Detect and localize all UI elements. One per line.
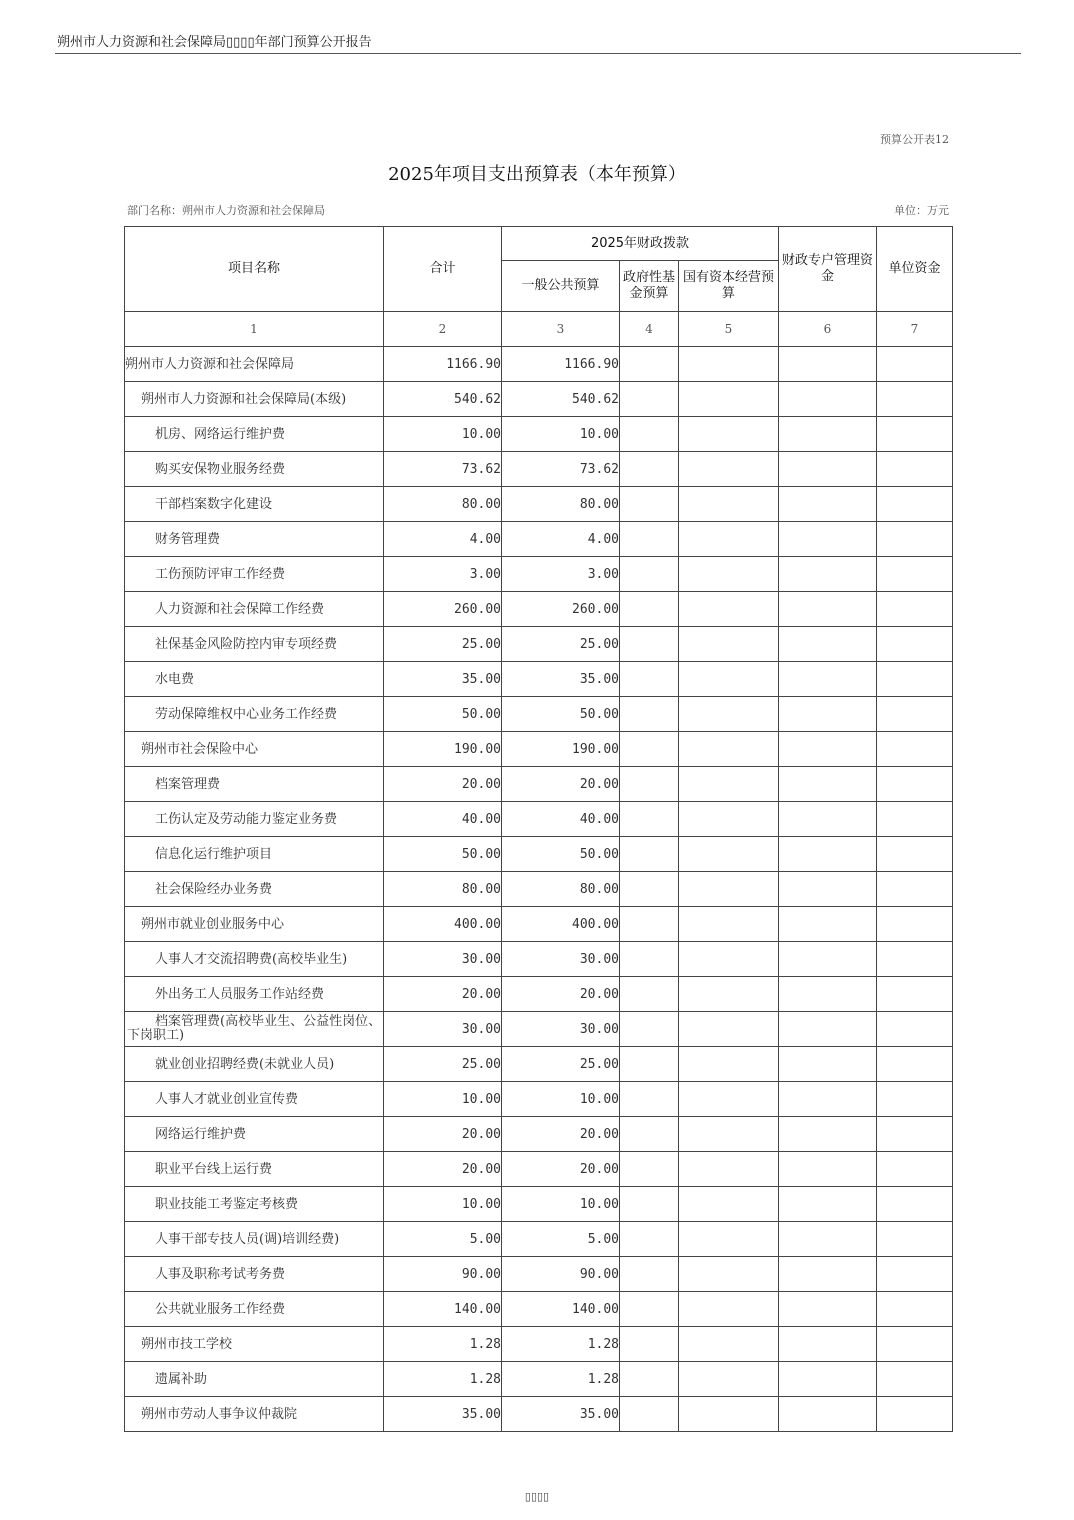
government-fund-cell (620, 452, 679, 487)
general-budget-cell: 20.00 (502, 1152, 620, 1187)
general-budget-cell: 80.00 (502, 872, 620, 907)
table-row (125, 487, 953, 522)
state-capital-cell (679, 942, 779, 977)
general-budget-cell: 20.00 (502, 977, 620, 1012)
project-name-cell: 遗属补助 (125, 1362, 384, 1397)
unit-funds-cell (877, 1397, 953, 1432)
government-fund-cell (620, 1047, 679, 1082)
state-capital-cell (679, 1257, 779, 1292)
header-total: 合计 (384, 227, 502, 312)
project-name-cell: 朔州市社会保险中心 (125, 732, 384, 767)
special-account-cell (779, 1047, 877, 1082)
general-budget-cell: 20.00 (502, 767, 620, 802)
total-cell: 1166.90 (384, 347, 502, 382)
unit-funds-cell (877, 452, 953, 487)
table-number: 预算公开表12 (880, 133, 949, 146)
total-cell: 80.00 (384, 872, 502, 907)
general-budget-cell: 4.00 (502, 522, 620, 557)
unit-funds-cell (877, 522, 953, 557)
special-account-cell (779, 802, 877, 837)
total-cell: 20.00 (384, 977, 502, 1012)
project-name-cell: 档案管理费(高校毕业生、公益性岗位、下岗职工) (125, 1012, 384, 1047)
unit-funds-cell (877, 907, 953, 942)
state-capital-cell (679, 1397, 779, 1432)
project-name-cell: 社会保险经办业务费 (125, 872, 384, 907)
general-budget-cell: 73.62 (502, 452, 620, 487)
state-capital-cell (679, 872, 779, 907)
general-budget-cell: 1166.90 (502, 347, 620, 382)
state-capital-cell (679, 1117, 779, 1152)
header-fiscal-allocation: 2025年财政拨款 (502, 227, 779, 261)
special-account-cell (779, 452, 877, 487)
special-account-cell (779, 487, 877, 522)
project-name-cell: 购买安保物业服务经费 (125, 452, 384, 487)
table-row (125, 1152, 953, 1187)
project-name-cell: 信息化运行维护项目 (125, 837, 384, 872)
general-budget-cell: 25.00 (502, 1047, 620, 1082)
special-account-cell (779, 417, 877, 452)
column-index-row (125, 312, 953, 347)
unit-funds-cell (877, 627, 953, 662)
unit-funds-cell (877, 872, 953, 907)
project-name-cell: 公共就业服务工作经费 (125, 1292, 384, 1327)
total-cell: 73.62 (384, 452, 502, 487)
unit-funds-cell (877, 942, 953, 977)
state-capital-cell (679, 1152, 779, 1187)
government-fund-cell (620, 802, 679, 837)
table-row (125, 1222, 953, 1257)
state-capital-cell (679, 1222, 779, 1257)
general-budget-cell: 400.00 (502, 907, 620, 942)
special-account-cell (779, 1012, 877, 1047)
government-fund-cell (620, 1327, 679, 1362)
total-cell: 30.00 (384, 942, 502, 977)
government-fund-cell (620, 1397, 679, 1432)
table-row (125, 557, 953, 592)
state-capital-cell (679, 767, 779, 802)
general-budget-cell: 30.00 (502, 1012, 620, 1047)
state-capital-cell (679, 662, 779, 697)
general-budget-cell: 10.00 (502, 417, 620, 452)
general-budget-cell: 10.00 (502, 1187, 620, 1222)
general-budget-cell: 80.00 (502, 487, 620, 522)
table-row (125, 977, 953, 1012)
state-capital-cell (679, 452, 779, 487)
department-name: 部门名称：朔州市人力资源和社会保障局 (127, 204, 325, 217)
project-name-cell: 人事及职称考试考务费 (125, 1257, 384, 1292)
total-cell: 10.00 (384, 417, 502, 452)
table-row (125, 592, 953, 627)
general-budget-cell: 540.62 (502, 382, 620, 417)
special-account-cell (779, 522, 877, 557)
state-capital-cell (679, 1187, 779, 1222)
table-row (125, 347, 953, 382)
special-account-cell (779, 767, 877, 802)
total-cell: 1.28 (384, 1362, 502, 1397)
special-account-cell (779, 732, 877, 767)
table-row (125, 1292, 953, 1327)
table-row (125, 1362, 953, 1397)
state-capital-cell (679, 1327, 779, 1362)
running-header: 朔州市人力资源和社会保障局▯▯▯▯年部门预算公开报告 (57, 35, 372, 50)
government-fund-cell (620, 1222, 679, 1257)
special-account-cell (779, 1117, 877, 1152)
header-unit-funds: 单位资金 (877, 227, 953, 312)
table-row (125, 942, 953, 977)
project-name-cell: 机房、网络运行维护费 (125, 417, 384, 452)
column-index: 6 (779, 312, 877, 347)
special-account-cell (779, 1187, 877, 1222)
table-row (125, 1047, 953, 1082)
government-fund-cell (620, 347, 679, 382)
government-fund-cell (620, 1292, 679, 1327)
table-row (125, 1012, 953, 1047)
special-account-cell (779, 942, 877, 977)
special-account-cell (779, 1292, 877, 1327)
page-title: 2025年项目支出预算表（本年预算） (388, 164, 686, 185)
total-cell: 50.00 (384, 697, 502, 732)
total-cell: 190.00 (384, 732, 502, 767)
general-budget-cell: 20.00 (502, 1117, 620, 1152)
government-fund-cell (620, 977, 679, 1012)
unit-funds-cell (877, 732, 953, 767)
table-row (125, 1117, 953, 1152)
project-name-cell: 朔州市就业创业服务中心 (125, 907, 384, 942)
unit-funds-cell (877, 1187, 953, 1222)
unit-funds-cell (877, 697, 953, 732)
government-fund-cell (620, 382, 679, 417)
table-row (125, 382, 953, 417)
government-fund-cell (620, 942, 679, 977)
government-fund-cell (620, 732, 679, 767)
total-cell: 3.00 (384, 557, 502, 592)
unit-funds-cell (877, 837, 953, 872)
general-budget-cell: 40.00 (502, 802, 620, 837)
general-budget-cell: 140.00 (502, 1292, 620, 1327)
government-fund-cell (620, 907, 679, 942)
special-account-cell (779, 382, 877, 417)
unit-funds-cell (877, 662, 953, 697)
general-budget-cell: 1.28 (502, 1362, 620, 1397)
special-account-cell (779, 872, 877, 907)
project-name-cell: 朔州市人力资源和社会保障局(本级) (125, 382, 384, 417)
special-account-cell (779, 347, 877, 382)
unit-funds-cell (877, 767, 953, 802)
special-account-cell (779, 1222, 877, 1257)
special-account-cell (779, 1397, 877, 1432)
unit-funds-cell (877, 382, 953, 417)
general-budget-cell: 1.28 (502, 1327, 620, 1362)
state-capital-cell (679, 347, 779, 382)
table-row (125, 872, 953, 907)
special-account-cell (779, 697, 877, 732)
general-budget-cell: 90.00 (502, 1257, 620, 1292)
page-footer: ▯▯▯▯ (524, 1490, 550, 1503)
total-cell: 260.00 (384, 592, 502, 627)
project-name-cell: 工伤认定及劳动能力鉴定业务费 (125, 802, 384, 837)
table-row (125, 1257, 953, 1292)
unit-funds-cell (877, 1292, 953, 1327)
table-row (125, 522, 953, 557)
total-cell: 90.00 (384, 1257, 502, 1292)
header-general-budget: 一般公共预算 (502, 261, 620, 312)
unit-funds-cell (877, 1012, 953, 1047)
state-capital-cell (679, 382, 779, 417)
table-row (125, 837, 953, 872)
column-index: 3 (502, 312, 620, 347)
special-account-cell (779, 907, 877, 942)
general-budget-cell: 10.00 (502, 1082, 620, 1117)
project-name-cell: 人力资源和社会保障工作经费 (125, 592, 384, 627)
general-budget-cell: 35.00 (502, 662, 620, 697)
unit-funds-cell (877, 802, 953, 837)
general-budget-cell: 3.00 (502, 557, 620, 592)
total-cell: 5.00 (384, 1222, 502, 1257)
unit-funds-cell (877, 1222, 953, 1257)
total-cell: 40.00 (384, 802, 502, 837)
total-cell: 540.62 (384, 382, 502, 417)
government-fund-cell (620, 697, 679, 732)
special-account-cell (779, 592, 877, 627)
table-row (125, 1327, 953, 1362)
total-cell: 35.00 (384, 662, 502, 697)
government-fund-cell (620, 592, 679, 627)
state-capital-cell (679, 557, 779, 592)
project-name-cell: 财务管理费 (125, 522, 384, 557)
government-fund-cell (620, 1082, 679, 1117)
total-cell: 30.00 (384, 1012, 502, 1047)
state-capital-cell (679, 592, 779, 627)
column-index: 4 (620, 312, 679, 347)
unit-funds-cell (877, 1152, 953, 1187)
state-capital-cell (679, 1362, 779, 1397)
header-government-fund: 政府性基金预算 (620, 261, 679, 312)
total-cell: 20.00 (384, 1152, 502, 1187)
unit-funds-cell (877, 592, 953, 627)
state-capital-cell (679, 802, 779, 837)
unit-funds-cell (877, 1047, 953, 1082)
project-name-cell: 朔州市人力资源和社会保障局 (125, 347, 384, 382)
general-budget-cell: 50.00 (502, 697, 620, 732)
project-name-cell: 档案管理费 (125, 767, 384, 802)
total-cell: 4.00 (384, 522, 502, 557)
project-name-cell: 人事人才交流招聘费(高校毕业生) (125, 942, 384, 977)
special-account-cell (779, 662, 877, 697)
special-account-cell (779, 1327, 877, 1362)
unit-funds-cell (877, 1117, 953, 1152)
unit-funds-cell (877, 1327, 953, 1362)
project-name-cell: 就业创业招聘经费(未就业人员) (125, 1047, 384, 1082)
header-rule (55, 53, 1021, 54)
special-account-cell (779, 1152, 877, 1187)
table-row (125, 697, 953, 732)
total-cell: 10.00 (384, 1187, 502, 1222)
state-capital-cell (679, 977, 779, 1012)
unit-funds-cell (877, 557, 953, 592)
header-special-account: 财政专户管理资金 (779, 227, 877, 312)
special-account-cell (779, 627, 877, 662)
unit-funds-cell (877, 1362, 953, 1397)
column-index: 2 (384, 312, 502, 347)
unit-funds-cell (877, 1257, 953, 1292)
project-name-cell: 外出务工人员服务工作站经费 (125, 977, 384, 1012)
state-capital-cell (679, 1082, 779, 1117)
government-fund-cell (620, 1257, 679, 1292)
project-name-cell: 劳动保障维权中心业务工作经费 (125, 697, 384, 732)
government-fund-cell (620, 1362, 679, 1397)
government-fund-cell (620, 837, 679, 872)
general-budget-cell: 5.00 (502, 1222, 620, 1257)
state-capital-cell (679, 487, 779, 522)
government-fund-cell (620, 522, 679, 557)
total-cell: 1.28 (384, 1327, 502, 1362)
project-name-cell: 网络运行维护费 (125, 1117, 384, 1152)
government-fund-cell (620, 487, 679, 522)
state-capital-cell (679, 732, 779, 767)
state-capital-cell (679, 627, 779, 662)
table-row (125, 1397, 953, 1432)
general-budget-cell: 35.00 (502, 1397, 620, 1432)
total-cell: 35.00 (384, 1397, 502, 1432)
table-row (125, 767, 953, 802)
general-budget-cell: 30.00 (502, 942, 620, 977)
total-cell: 25.00 (384, 1047, 502, 1082)
special-account-cell (779, 1082, 877, 1117)
state-capital-cell (679, 1292, 779, 1327)
government-fund-cell (620, 627, 679, 662)
project-name-cell: 人事干部专技人员(调)培训经费) (125, 1222, 384, 1257)
special-account-cell (779, 557, 877, 592)
table-row (125, 417, 953, 452)
total-cell: 400.00 (384, 907, 502, 942)
header-state-capital: 国有资本经营预算 (679, 261, 779, 312)
special-account-cell (779, 1257, 877, 1292)
table-row (125, 662, 953, 697)
project-name-cell: 朔州市劳动人事争议仲裁院 (125, 1397, 384, 1432)
column-index: 5 (679, 312, 779, 347)
government-fund-cell (620, 872, 679, 907)
general-budget-cell: 50.00 (502, 837, 620, 872)
total-cell: 80.00 (384, 487, 502, 522)
table-row (125, 1187, 953, 1222)
table-row (125, 627, 953, 662)
unit-funds-cell (877, 417, 953, 452)
project-name-cell: 职业平台线上运行费 (125, 1152, 384, 1187)
table-row (125, 802, 953, 837)
total-cell: 140.00 (384, 1292, 502, 1327)
total-cell: 20.00 (384, 1117, 502, 1152)
project-name-cell: 人事人才就业创业宣传费 (125, 1082, 384, 1117)
special-account-cell (779, 837, 877, 872)
total-cell: 10.00 (384, 1082, 502, 1117)
state-capital-cell (679, 417, 779, 452)
column-index: 1 (125, 312, 384, 347)
unit-label: 单位：万元 (894, 204, 949, 217)
government-fund-cell (620, 1117, 679, 1152)
table-row (125, 732, 953, 767)
government-fund-cell (620, 1187, 679, 1222)
state-capital-cell (679, 1012, 779, 1047)
general-budget-cell: 190.00 (502, 732, 620, 767)
unit-funds-cell (877, 977, 953, 1012)
header-project-name: 项目名称 (125, 227, 384, 312)
project-name-cell: 社保基金风险防控内审专项经费 (125, 627, 384, 662)
unit-funds-cell (877, 347, 953, 382)
total-cell: 25.00 (384, 627, 502, 662)
table-row (125, 452, 953, 487)
government-fund-cell (620, 557, 679, 592)
table-row (125, 907, 953, 942)
budget-table (124, 226, 953, 1432)
special-account-cell (779, 977, 877, 1012)
project-name-cell: 水电费 (125, 662, 384, 697)
total-cell: 50.00 (384, 837, 502, 872)
general-budget-cell: 25.00 (502, 627, 620, 662)
government-fund-cell (620, 417, 679, 452)
state-capital-cell (679, 907, 779, 942)
project-name-cell: 干部档案数字化建设 (125, 487, 384, 522)
state-capital-cell (679, 837, 779, 872)
project-name-cell: 工伤预防评审工作经费 (125, 557, 384, 592)
total-cell: 20.00 (384, 767, 502, 802)
government-fund-cell (620, 1012, 679, 1047)
unit-funds-cell (877, 487, 953, 522)
government-fund-cell (620, 767, 679, 802)
special-account-cell (779, 1362, 877, 1397)
table-row (125, 1082, 953, 1117)
government-fund-cell (620, 662, 679, 697)
government-fund-cell (620, 1152, 679, 1187)
project-name-cell: 朔州市技工学校 (125, 1327, 384, 1362)
state-capital-cell (679, 697, 779, 732)
general-budget-cell: 260.00 (502, 592, 620, 627)
unit-funds-cell (877, 1082, 953, 1117)
state-capital-cell (679, 522, 779, 557)
column-index: 7 (877, 312, 953, 347)
state-capital-cell (679, 1047, 779, 1082)
project-name-cell: 职业技能工考鉴定考核费 (125, 1187, 384, 1222)
